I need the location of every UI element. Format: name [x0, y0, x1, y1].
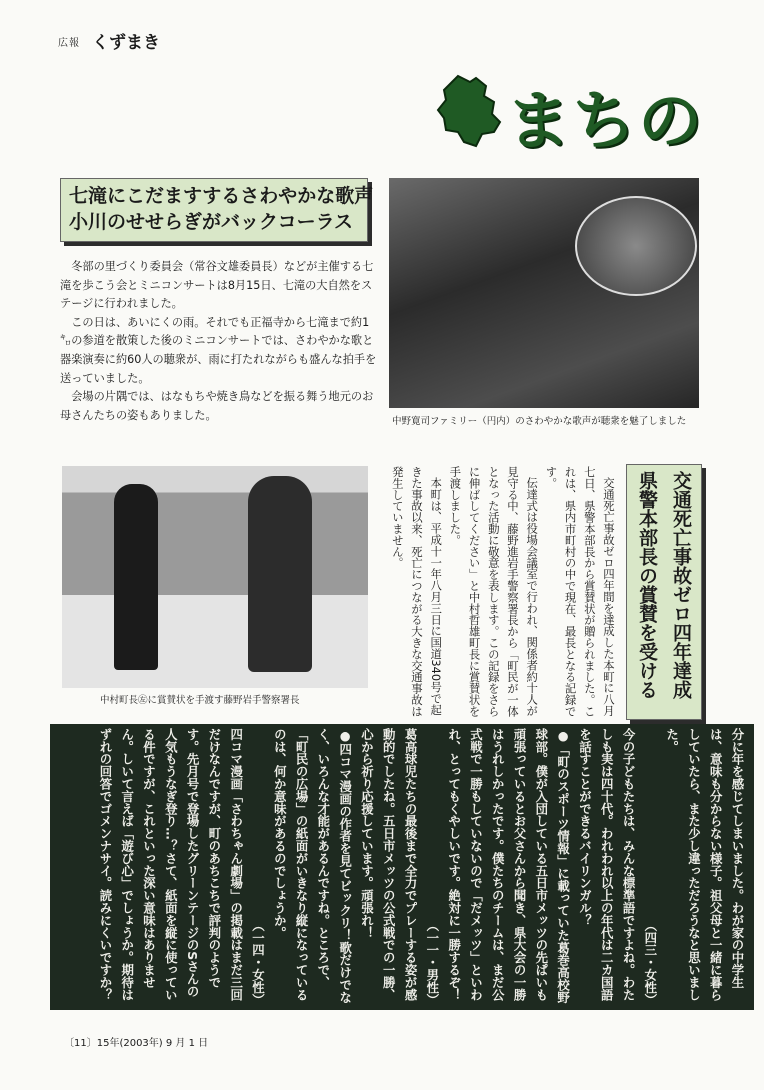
article2-paragraph: 交通死亡事故ゼロ四年間を達成した本町に八月七日、県警本部長から賞賛状が贈られました。これは、県内市町村の中で現在、最長となる記録です。	[544, 466, 616, 717]
publication-logo: くずまき	[92, 33, 160, 53]
award-photo-caption: 中村町長㊧に賞賛状を手渡す藤野岩手警察署長	[100, 695, 300, 706]
article2-paragraph: 伝達式は役場会議室で行われ、関係者約十人が見守る中、藤野進岩手警察署長から「町民が一体となった活動に敬意を表します。この記録をさらに伸ばしてください」と中村哲雄町長に賞賛状を手渡しました。	[448, 466, 540, 717]
section-banner-title: まちの	[506, 85, 704, 159]
reply-text: 今の子どもたちは、みんな標準語ですよね。わたしも実は四十代。われわれ以上の年代は二カ国語を話すことができるバイリンガル？	[577, 728, 637, 1001]
article1-paragraph: この日は、あいにくの雨。それでも正福寺から七滝まで約1㌔の参道を散策した後のミニコンサートでは、さわやかな歌と器楽演奏に約60人の聴衆が、雨に打たれながらも盛んな拍手を送っていました。	[60, 315, 377, 385]
article1-paragraph: 会場の片隅では、はなもちや焼き鳥などを振る舞う地元のお母さんたちの姿もありました。	[60, 390, 374, 422]
letter-signature: （一四・女性）	[250, 919, 266, 1006]
article2-title-line2: 県警本部長の賞賛を受ける	[636, 471, 658, 699]
article2-title-box	[626, 464, 702, 720]
letter-text: ●「町のスポーツ情報」に載っていた葛巻高校野球部。僕が入団している五日市メッツの先ぱいも頑張っているとお父さんから聞き、県大会の一勝はうれしかったです。僕たちのチームは、まだ公式戦で一勝もしていないので「だメッツ」といわれ、とってもくやしいです。絶対に一勝するぞ！	[446, 728, 571, 1004]
article1-paragraph: 冬部の里づくり委員会（常谷文雄委員長）などが主催する七滝を歩こう会とミニコンサートは8月15日、七滝の大自然をステージに行われました。	[60, 260, 374, 311]
letter-signature: （四三・女性）	[642, 919, 658, 1006]
police-chief-figure	[248, 476, 312, 672]
readers-letters-text	[56, 728, 748, 1006]
article2-body	[380, 466, 618, 722]
letter-signature: （一一・男性）	[424, 919, 440, 1006]
concert-photo-caption: 中野寛司ファミリー（円内）のさわやかな歌声が聴衆を魅了しました	[392, 416, 687, 427]
article1-body	[60, 258, 380, 425]
award-photo	[62, 466, 368, 688]
concert-photo	[389, 178, 699, 408]
article1-title-line2: 小川のせせらぎがバックコーラス	[69, 211, 354, 233]
family-inset-photo	[575, 196, 697, 296]
mayor-figure	[114, 484, 158, 670]
article2-paragraph: 本町は、平成十一年八月三日に国道340号で起きた事故以来、死亡につながる大きな交通事故は発生していません。	[390, 466, 444, 717]
article2-title-line1: 交通死亡事故ゼロ四年達成	[670, 471, 692, 699]
article1-title-line1: 七滝にこだますするさわやかな歌声	[69, 185, 374, 207]
letter-text: ●四コマ漫画の作者を見てビックリ！歌だけでなく、いろんな才能があるんですね。ところで、「町民の広場」の紙面がいきなり縦になっているのは、何か意味があるのでしょうか。	[272, 728, 353, 1004]
page-footer: 〔11〕15年(2003年) 9 月 1 日	[64, 1038, 209, 1049]
reply-text: 四コマ漫画「さわちゃん劇場」の掲載はまだ三回だけなんですが、町のあちこちで評判のようです。先月号で登場したグリーンテージのSさんの人気もうなぎ登り…？さて、紙面を縦に使っている件ですが、これといった深い意味はありません。しいて言えば「遊び心」でしょうか。期待はずれの回答でゴメンナサイ。読みにくいですか？	[97, 728, 244, 1001]
reply-text: 葛高球児たちの最後まで全力でプレーする姿が感動的でしたね。五日市メッツの公式戦での一勝、心から祈り応援しています。頑張れ！	[359, 728, 419, 1001]
article1-title-box	[60, 178, 374, 242]
kuzumaki-map-icon	[436, 72, 506, 150]
letter-text: 分に年を感じてしまいました。わが家の中学生は、意味も分からない様子。祖父母と一緒に暮らしていたら、また少し違っただろうなと思いました。	[664, 728, 745, 1001]
publication-label: 広報	[58, 38, 80, 49]
